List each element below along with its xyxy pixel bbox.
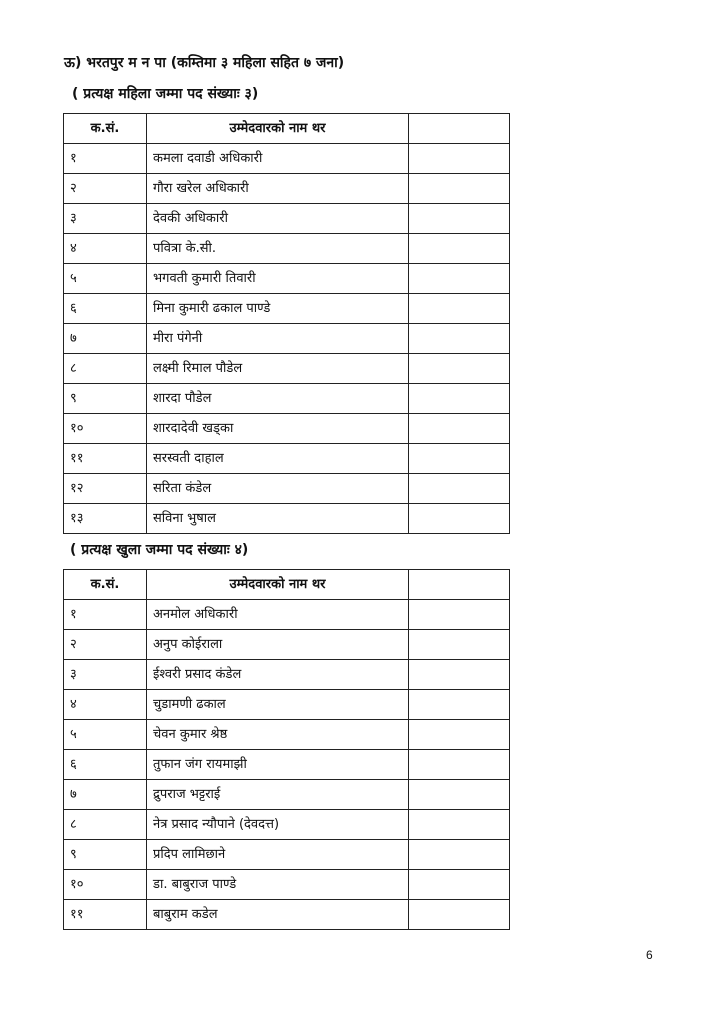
serial-number: ४ bbox=[64, 690, 147, 720]
blank-cell bbox=[409, 720, 510, 750]
candidate-name: द्रुपराज भट्टराई bbox=[147, 780, 409, 810]
table-row bbox=[64, 840, 510, 870]
table-row bbox=[64, 630, 510, 660]
candidate-name: सरस्वती दाहाल bbox=[147, 444, 409, 474]
serial-number: ११ bbox=[64, 444, 147, 474]
section-title: ऊ) भरतपुर म न पा (कम्तिमा ३ महिला सहित ७ जना) bbox=[64, 55, 345, 71]
serial-number: ६ bbox=[64, 294, 147, 324]
serial-number: १ bbox=[64, 600, 147, 630]
serial-header: क.सं. bbox=[64, 114, 147, 144]
blank-cell bbox=[409, 600, 510, 630]
table-row bbox=[64, 324, 510, 354]
open-candidates-table bbox=[63, 569, 510, 930]
table-row bbox=[64, 870, 510, 900]
candidate-name: सविना भुषाल bbox=[147, 504, 409, 534]
blank-cell bbox=[409, 324, 510, 354]
open-table-body bbox=[64, 600, 510, 930]
table-row bbox=[64, 384, 510, 414]
serial-number: १२ bbox=[64, 474, 147, 504]
blank-cell bbox=[409, 690, 510, 720]
page-number: 6 bbox=[646, 948, 653, 962]
candidate-name: कमला दवाडी अधिकारी bbox=[147, 144, 409, 174]
blank-cell bbox=[409, 174, 510, 204]
candidate-name: अनुप कोईराला bbox=[147, 630, 409, 660]
blank-cell bbox=[409, 264, 510, 294]
blank-header bbox=[409, 114, 510, 144]
blank-cell bbox=[409, 204, 510, 234]
serial-number: ८ bbox=[64, 354, 147, 384]
candidate-name: बाबुराम कडेल bbox=[147, 900, 409, 930]
serial-number: ७ bbox=[64, 780, 147, 810]
blank-header bbox=[409, 570, 510, 600]
candidate-name: सरिता कंडेल bbox=[147, 474, 409, 504]
serial-number: १० bbox=[64, 870, 147, 900]
serial-number: २ bbox=[64, 630, 147, 660]
blank-cell bbox=[409, 384, 510, 414]
blank-cell bbox=[409, 780, 510, 810]
table-row bbox=[64, 414, 510, 444]
candidate-name: ईश्वरी प्रसाद कंडेल bbox=[147, 660, 409, 690]
serial-number: ५ bbox=[64, 264, 147, 294]
women-seats-title: ( प्रत्यक्ष महिला जम्मा पद संख्याः ३) bbox=[72, 86, 259, 102]
candidate-name: शारदा पौडेल bbox=[147, 384, 409, 414]
candidate-name: मीरा पंगेनी bbox=[147, 324, 409, 354]
table-header-row bbox=[64, 114, 510, 144]
blank-cell bbox=[409, 870, 510, 900]
candidate-name: प्रदिप लामिछाने bbox=[147, 840, 409, 870]
candidate-name: मिना कुमारी ढकाल पाण्डे bbox=[147, 294, 409, 324]
table-row bbox=[64, 504, 510, 534]
table-row bbox=[64, 780, 510, 810]
table-row bbox=[64, 174, 510, 204]
blank-cell bbox=[409, 660, 510, 690]
serial-number: ५ bbox=[64, 720, 147, 750]
serial-number: ४ bbox=[64, 234, 147, 264]
candidate-name: शारदादेवी खड्का bbox=[147, 414, 409, 444]
blank-cell bbox=[409, 750, 510, 780]
blank-cell bbox=[409, 810, 510, 840]
name-header: उम्मेदवारको नाम थर bbox=[147, 114, 409, 144]
serial-number: १० bbox=[64, 414, 147, 444]
table-row bbox=[64, 144, 510, 174]
serial-number: १३ bbox=[64, 504, 147, 534]
blank-cell bbox=[409, 144, 510, 174]
candidate-name: पवित्रा के.सी. bbox=[147, 234, 409, 264]
table-row bbox=[64, 900, 510, 930]
table-header-row bbox=[64, 570, 510, 600]
table-row bbox=[64, 690, 510, 720]
serial-number: १ bbox=[64, 144, 147, 174]
table-row bbox=[64, 234, 510, 264]
candidate-name: डा. बाबुराज पाण्डे bbox=[147, 870, 409, 900]
serial-number: ३ bbox=[64, 204, 147, 234]
serial-number: ८ bbox=[64, 810, 147, 840]
serial-number: ७ bbox=[64, 324, 147, 354]
women-candidates-table bbox=[63, 113, 510, 534]
table-row bbox=[64, 750, 510, 780]
blank-cell bbox=[409, 444, 510, 474]
table-row bbox=[64, 204, 510, 234]
table-row bbox=[64, 474, 510, 504]
serial-number: ३ bbox=[64, 660, 147, 690]
serial-number: ९ bbox=[64, 384, 147, 414]
candidate-name: भगवती कुमारी तिवारी bbox=[147, 264, 409, 294]
open-seats-title: ( प्रत्यक्ष खुला जम्मा पद संख्याः ४) bbox=[70, 542, 249, 558]
candidate-name: नेत्र प्रसाद न्यौपाने (देवदत्त) bbox=[147, 810, 409, 840]
blank-cell bbox=[409, 354, 510, 384]
table-row bbox=[64, 660, 510, 690]
blank-cell bbox=[409, 840, 510, 870]
table-row bbox=[64, 810, 510, 840]
candidate-name: तुफान जंग रायमाझी bbox=[147, 750, 409, 780]
blank-cell bbox=[409, 294, 510, 324]
table-row bbox=[64, 444, 510, 474]
blank-cell bbox=[409, 414, 510, 444]
serial-header: क.सं. bbox=[64, 570, 147, 600]
table-row bbox=[64, 294, 510, 324]
candidate-name: अनमोल अधिकारी bbox=[147, 600, 409, 630]
blank-cell bbox=[409, 504, 510, 534]
table-row bbox=[64, 354, 510, 384]
candidate-name: चेवन कुमार श्रेष्ठ bbox=[147, 720, 409, 750]
serial-number: ९ bbox=[64, 840, 147, 870]
serial-number: ६ bbox=[64, 750, 147, 780]
blank-cell bbox=[409, 234, 510, 264]
candidate-name: देवकी अधिकारी bbox=[147, 204, 409, 234]
candidate-name: गौरा खरेल अधिकारी bbox=[147, 174, 409, 204]
serial-number: २ bbox=[64, 174, 147, 204]
candidate-name: लक्ष्मी रिमाल पौडेल bbox=[147, 354, 409, 384]
name-header: उम्मेदवारको नाम थर bbox=[147, 570, 409, 600]
blank-cell bbox=[409, 474, 510, 504]
table-row bbox=[64, 600, 510, 630]
blank-cell bbox=[409, 630, 510, 660]
women-table-body bbox=[64, 144, 510, 534]
candidate-name: चुडामणी ढकाल bbox=[147, 690, 409, 720]
table-row bbox=[64, 264, 510, 294]
serial-number: ११ bbox=[64, 900, 147, 930]
blank-cell bbox=[409, 900, 510, 930]
table-row bbox=[64, 720, 510, 750]
